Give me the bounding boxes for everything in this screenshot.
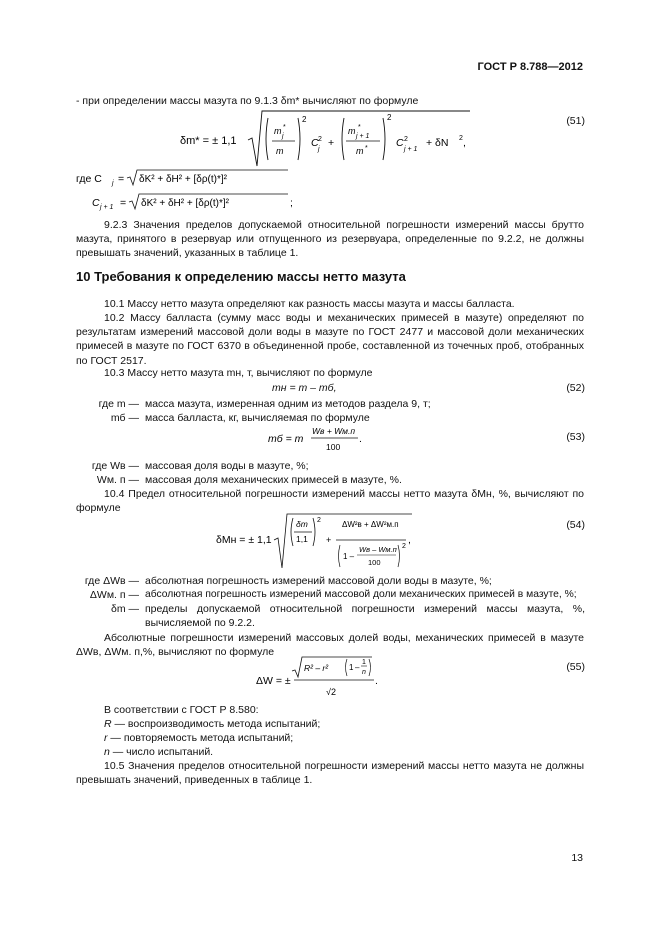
eq53-number: (53)	[566, 431, 585, 443]
svg-text:δK² + δH² + [δρ(t)*]²: δK² + δH² + [δρ(t)*]²	[141, 198, 229, 209]
svg-text:2: 2	[387, 113, 392, 122]
svg-text:100: 100	[326, 442, 341, 452]
eq51-number: (51)	[566, 115, 585, 127]
svg-text:Wв – Wм.п: Wв – Wм.п	[359, 545, 397, 554]
intro-51: - при определении массы мазута по 9.1.3 δm* вычисляют по формуле	[76, 95, 419, 107]
para-10-2: 10.2 Массу балласта (сумму масс воды и механических примесей в мазуте) определяют по результатам измерений массовой доли воды в мазуте по ГОСТ 2477 и массовой доли механических примесей в мазуте по ГОСТ 6370 в объединенной пробе, составленной из точечных проб, отобранных по ГОСТ 2517.	[76, 312, 584, 367]
eq54-number: (54)	[566, 519, 585, 531]
svg-text:ΔW²в + ΔW²м.п: ΔW²в + ΔW²м.п	[342, 520, 399, 529]
svg-text:j: j	[112, 180, 114, 187]
para-580: В соответствии с ГОСТ Р 8.580:	[104, 704, 259, 716]
document-header: ГОСТ Р 8.788—2012	[477, 61, 583, 73]
svg-text:C: C	[396, 137, 404, 149]
page-number: 13	[571, 852, 583, 864]
svg-text:2: 2	[317, 517, 321, 524]
svg-text:mб = m: mб = m	[268, 433, 304, 445]
eq55-number: (55)	[566, 661, 585, 673]
svg-text:+: +	[328, 137, 335, 149]
svg-text:Wв + Wм.п: Wв + Wм.п	[312, 426, 356, 436]
svg-text:δMн = ± 1,1: δMн = ± 1,1	[216, 534, 272, 546]
svg-text:100: 100	[368, 558, 381, 567]
svg-text:1 –: 1 –	[343, 552, 355, 561]
svg-text:ΔW = ±: ΔW = ±	[256, 675, 291, 687]
svg-text:,: ,	[463, 137, 466, 149]
svg-text:,: ,	[408, 534, 411, 546]
svg-text:2: 2	[318, 136, 322, 143]
svg-text:m: m	[348, 126, 356, 136]
svg-text:1: 1	[362, 659, 366, 666]
svg-text:*: *	[365, 145, 368, 152]
para-10-4: 10.4 Предел относительной погрешности измерений массы нетто мазута δMн, %, вычисляют по формуле	[76, 488, 584, 515]
svg-text:где C: где C	[76, 173, 102, 185]
formula-52: mн = m – mб,	[272, 382, 337, 394]
para-abs-errors: Абсолютные погрешности измерений массовых долей воды, механических примесей в мазуте ΔWв, ΔWм. п,%, вычисляют по формуле	[76, 632, 584, 659]
svg-text:m: m	[356, 146, 364, 156]
svg-text:j + 1: j + 1	[404, 146, 418, 153]
svg-text:*: *	[358, 124, 361, 131]
svg-text:m: m	[276, 146, 284, 156]
para-10-3: 10.3 Массу нетто мазута mн, т, вычисляют по формуле	[104, 367, 373, 379]
eq51-lhs: δm* = ± 1,1	[180, 135, 237, 147]
svg-text:*: *	[283, 124, 286, 131]
svg-text:1,1: 1,1	[296, 534, 308, 544]
svg-text:2: 2	[404, 136, 408, 143]
svg-text:δm: δm	[296, 519, 308, 529]
svg-text:C: C	[92, 197, 100, 209]
svg-text:+ δN: + δN	[426, 137, 449, 149]
svg-text:m: m	[274, 126, 282, 136]
svg-text:√2: √2	[326, 687, 336, 697]
para-9-2-3: 9.2.3 Значения пределов допускаемой относительной погрешности измерений массы брутто мазута, принятого в резервуар или отпущенного из резервуара, определенные по 9.2.2, не должны превышать значений, указанных в таблице 1.	[76, 219, 584, 260]
svg-text:=: =	[120, 197, 127, 209]
svg-text:2: 2	[402, 543, 406, 550]
svg-text:δK² + δH² + [δρ(t)*]²: δK² + δH² + [δρ(t)*]²	[139, 174, 227, 185]
svg-text:=: =	[118, 173, 125, 185]
svg-text:C: C	[311, 137, 319, 149]
para-10-5: 10.5 Значения пределов относительной погрешности измерений массы нетто мазута не должны превышать значений, приведенных в таблице 1.	[76, 760, 584, 787]
section-10-heading: 10 Требования к определению массы нетто мазута	[76, 269, 406, 284]
svg-text:.: .	[375, 675, 378, 687]
svg-text:2: 2	[459, 135, 463, 142]
svg-text:.: .	[359, 433, 362, 445]
svg-text:j: j	[282, 133, 284, 140]
svg-text:2: 2	[302, 115, 307, 124]
eq52-number: (52)	[566, 382, 585, 394]
svg-text:j + 1: j + 1	[100, 204, 114, 211]
svg-text:R² – r²: R² – r²	[304, 663, 329, 673]
svg-text:j + 1: j + 1	[356, 133, 370, 140]
svg-text:j: j	[318, 146, 320, 153]
svg-text:+: +	[326, 535, 332, 545]
svg-text:1: 1	[349, 663, 354, 672]
svg-text:;: ;	[290, 197, 293, 209]
para-10-1: 10.1 Массу нетто мазута определяют как разность массы мазута и массы балласта.	[104, 298, 515, 310]
svg-text:–: –	[355, 663, 360, 672]
svg-text:n: n	[362, 669, 366, 676]
